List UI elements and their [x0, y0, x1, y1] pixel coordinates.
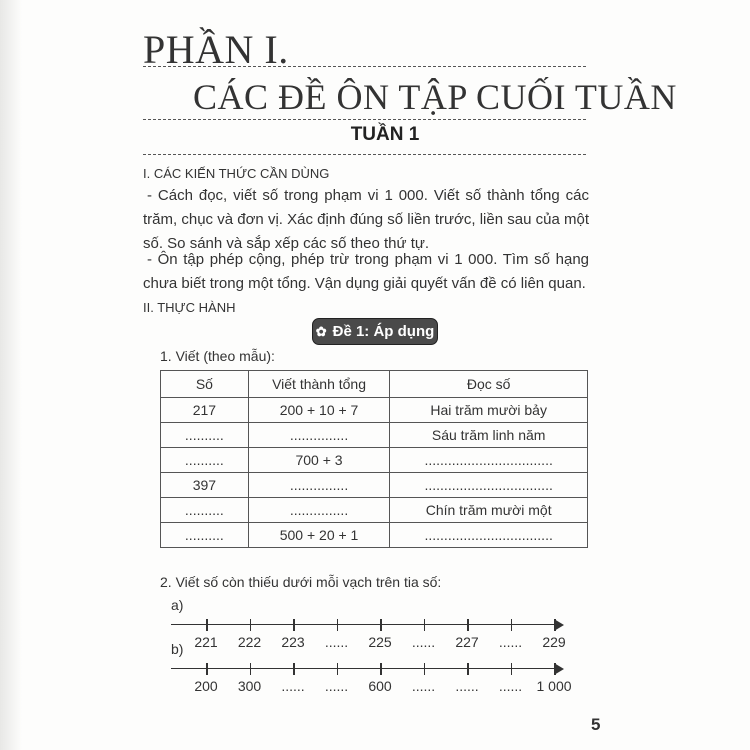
table-row: [161, 398, 588, 423]
number-line-a: [171, 619, 564, 631]
number-line-a-label: a): [171, 597, 184, 613]
divider-line: [143, 119, 586, 120]
number-line-tick-label: 223: [281, 634, 305, 650]
table-cell: 397: [161, 473, 249, 498]
number-line-tick-label: ......: [324, 634, 349, 650]
table-cell: ..........: [161, 448, 249, 473]
table-cell: ..........: [161, 498, 249, 523]
exercise-set-badge: [312, 318, 438, 345]
part-title: PHẦN I.: [143, 27, 289, 72]
number-line-tick: [554, 663, 556, 675]
number-line-b-label: b): [171, 641, 184, 657]
table-cell: Sáu trăm linh năm: [390, 423, 588, 448]
number-line-tick: [250, 619, 252, 631]
number-line-tick: [337, 619, 339, 631]
exercise-2-prompt: 2. Viết số còn thiếu dưới mỗi vạch trên tia số:: [160, 574, 442, 590]
number-line-tick: [424, 663, 426, 675]
number-line-tick: [511, 619, 513, 631]
table-cell: 500 + 20 + 1: [248, 523, 390, 548]
exercise-1-prompt: 1. Viết (theo mẫu):: [160, 348, 275, 364]
page-gutter-shadow: [0, 0, 22, 750]
number-line-b: [171, 663, 564, 675]
number-line-tick: [380, 663, 382, 675]
number-line-tick-label: ......: [498, 634, 523, 650]
arrow-right-icon: [554, 663, 564, 675]
number-line-tick: [337, 663, 339, 675]
number-line-tick: [250, 663, 252, 675]
number-line-tick: [206, 619, 208, 631]
knowledge-paragraph-2: - Ôn tập phép cộng, phép trừ trong phạm vi 1 000. Tìm số hạng chưa biết trong một tổng. Vận dụng giải quyết vấn đề có liên quan.: [143, 251, 589, 292]
number-line-axis: [171, 668, 557, 669]
badge-label: Đề 1: Áp dụng: [332, 323, 435, 340]
table-cell: ...............: [248, 498, 390, 523]
divider-line: [143, 154, 586, 155]
knowledge-paragraph-1: - Cách đọc, viết số trong phạm vi 1 000. Viết số thành tổng các trăm, chục và đơn vị. Xác định đúng số liền trước, liền sau của một số. So sánh và sắp xếp các số theo thứ tự.: [143, 187, 589, 252]
number-line-tick: [206, 663, 208, 675]
number-line-tick: [467, 663, 469, 675]
number-line-tick: [380, 619, 382, 631]
number-line-tick-label: 600: [368, 678, 392, 694]
table-cell: .................................: [390, 523, 588, 548]
section-heading-knowledge: I. CÁC KIẾN THỨC CẦN DÙNG: [143, 166, 330, 181]
number-line-tick-label: 229: [542, 634, 566, 650]
week-title: TUẦN 1: [350, 124, 420, 145]
column-header: Đọc số: [390, 371, 588, 398]
number-line-tick: [511, 663, 513, 675]
number-line-tick-label: ......: [411, 678, 436, 694]
arrow-right-icon: [554, 619, 564, 631]
number-line-tick: [293, 619, 295, 631]
table-cell: .................................: [390, 473, 588, 498]
number-line-tick-label: ......: [324, 678, 349, 694]
section-heading-practice: II. THỰC HÀNH: [143, 300, 236, 315]
number-line-tick: [554, 619, 556, 631]
table-cell: Hai trăm mười bảy: [390, 398, 588, 423]
column-header: Viết thành tổng: [248, 371, 390, 398]
number-line-tick-label: ......: [281, 678, 305, 694]
number-line-tick-label: 300: [237, 678, 262, 694]
table-cell: ..........: [161, 423, 249, 448]
number-line-tick-label: 222: [237, 634, 262, 650]
table-row: [161, 448, 588, 473]
number-line-tick-label: 1 000: [536, 678, 572, 694]
chapter-title: CÁC ĐỀ ÔN TẬP CUỐI TUẦN: [193, 77, 677, 117]
number-line-tick: [424, 619, 426, 631]
table-header-row: [161, 371, 588, 398]
table-cell: .................................: [390, 448, 588, 473]
table-cell: Chín trăm mười một: [390, 498, 588, 523]
number-line-tick-label: 225: [368, 634, 392, 650]
table-row: [161, 523, 588, 548]
number-line-tick-label: ......: [498, 678, 523, 694]
divider-line: [143, 66, 586, 67]
page-number: 5: [591, 715, 601, 734]
exercise-1-table: [160, 370, 588, 548]
number-line-tick-label: ......: [455, 678, 479, 694]
table-cell: 200 + 10 + 7: [248, 398, 390, 423]
table-row: [161, 473, 588, 498]
table-cell: 217: [161, 398, 249, 423]
number-line-tick-label: 227: [455, 634, 479, 650]
table-cell: ...............: [248, 473, 390, 498]
number-line-tick: [467, 619, 469, 631]
number-line-tick-label: 221: [194, 634, 218, 650]
table-row: [161, 498, 588, 523]
column-header: Số: [161, 371, 249, 398]
number-line-tick: [293, 663, 295, 675]
table-cell: ...............: [248, 423, 390, 448]
number-line-tick-label: ......: [411, 634, 436, 650]
table-cell: ..........: [161, 523, 249, 548]
number-line-axis: [171, 624, 557, 625]
number-line-tick-label: 200: [194, 678, 218, 694]
flower-icon: ✿: [315, 323, 327, 339]
table-cell: 700 + 3: [248, 448, 390, 473]
table-row: [161, 423, 588, 448]
